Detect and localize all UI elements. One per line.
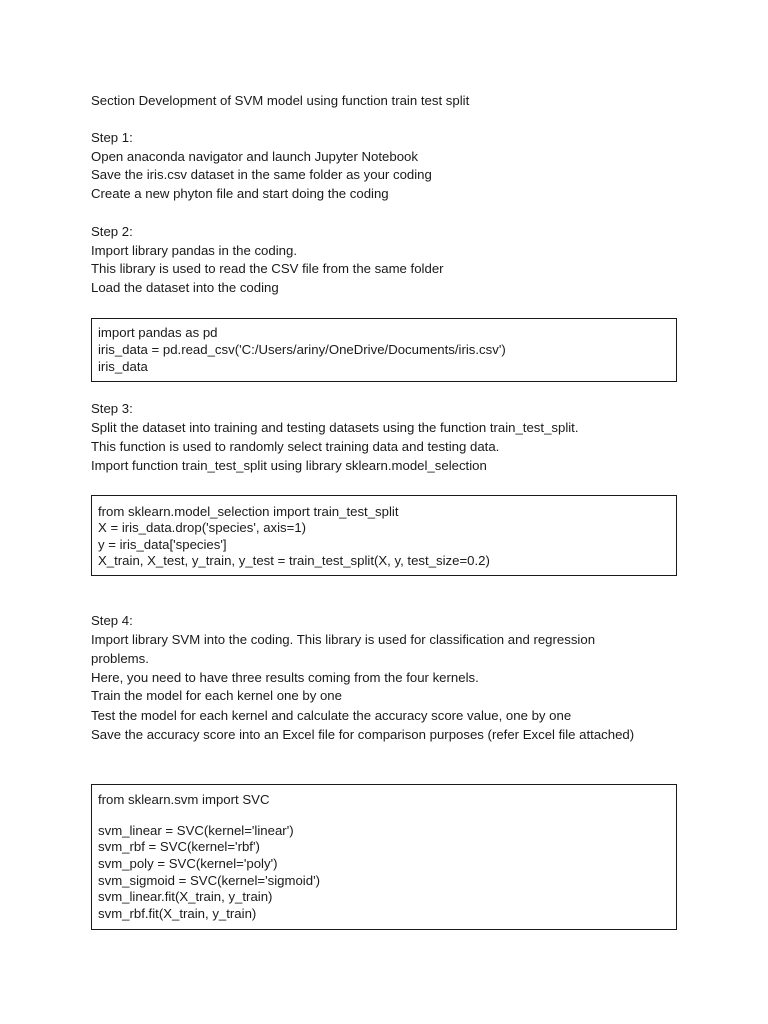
code-block-svm — [91, 784, 677, 930]
step3-line: Import function train_test_split using library sklearn.model_selection — [91, 458, 487, 473]
step1-heading: Step 1: — [91, 130, 133, 145]
step2-line: Import library pandas in the coding. — [91, 243, 297, 258]
step4-line: Train the model for each kernel one by one — [91, 688, 342, 703]
step4-line: problems. — [91, 651, 149, 666]
step3-line: This function is used to randomly select training data and testing data. — [91, 439, 500, 454]
step2-heading: Step 2: — [91, 224, 133, 239]
section-title: Section Development of SVM model using function train test split — [91, 93, 470, 108]
code-line: svm_rbf = SVC(kernel='rbf') — [98, 839, 260, 854]
code-line: svm_linear = SVC(kernel='linear') — [98, 823, 294, 838]
step4-line: Test the model for each kernel and calculate the accuracy score value, one by one — [91, 708, 572, 723]
code-line: import pandas as pd — [98, 325, 218, 340]
code-line: from sklearn.svm import SVC — [98, 792, 270, 807]
code-line: X_train, X_test, y_train, y_test = train_test_split(X, y, test_size=0.2) — [98, 553, 490, 568]
step1-line: Create a new phyton file and start doing the coding — [91, 186, 389, 201]
code-line: iris_data = pd.read_csv('C:/Users/ariny/OneDrive/Documents/iris.csv') — [98, 342, 506, 357]
step4-line: Save the accuracy score into an Excel file for comparison purposes (refer Excel file attached) — [91, 727, 635, 742]
code-line: X = iris_data.drop('species', axis=1) — [98, 520, 307, 535]
step2-line: This library is used to read the CSV file from the same folder — [91, 261, 444, 276]
step1-line: Save the iris.csv dataset in the same folder as your coding — [91, 167, 432, 182]
step2-line: Load the dataset into the coding — [91, 280, 279, 295]
code-line: iris_data — [98, 359, 148, 374]
code-line: svm_sigmoid = SVC(kernel='sigmoid') — [98, 873, 320, 888]
code-block-train-test-split — [91, 495, 677, 576]
code-line: svm_rbf.fit(X_train, y_train) — [98, 906, 257, 921]
code-line: svm_poly = SVC(kernel='poly') — [98, 856, 278, 871]
step3-heading: Step 3: — [91, 401, 133, 416]
step4-line: Here, you need to have three results coming from the four kernels. — [91, 670, 479, 685]
code-block-pandas — [91, 318, 677, 382]
code-line: y = iris_data['species'] — [98, 537, 227, 552]
step4-line: Import library SVM into the coding. This library is used for classification and regression — [91, 632, 596, 647]
step4-heading: Step 4: — [91, 613, 133, 628]
code-line: from sklearn.model_selection import train_test_split — [98, 504, 399, 519]
code-line: svm_linear.fit(X_train, y_train) — [98, 889, 273, 904]
step1-line: Open anaconda navigator and launch Jupyter Notebook — [91, 149, 418, 164]
step3-line: Split the dataset into training and testing datasets using the function train_test_split. — [91, 420, 579, 435]
